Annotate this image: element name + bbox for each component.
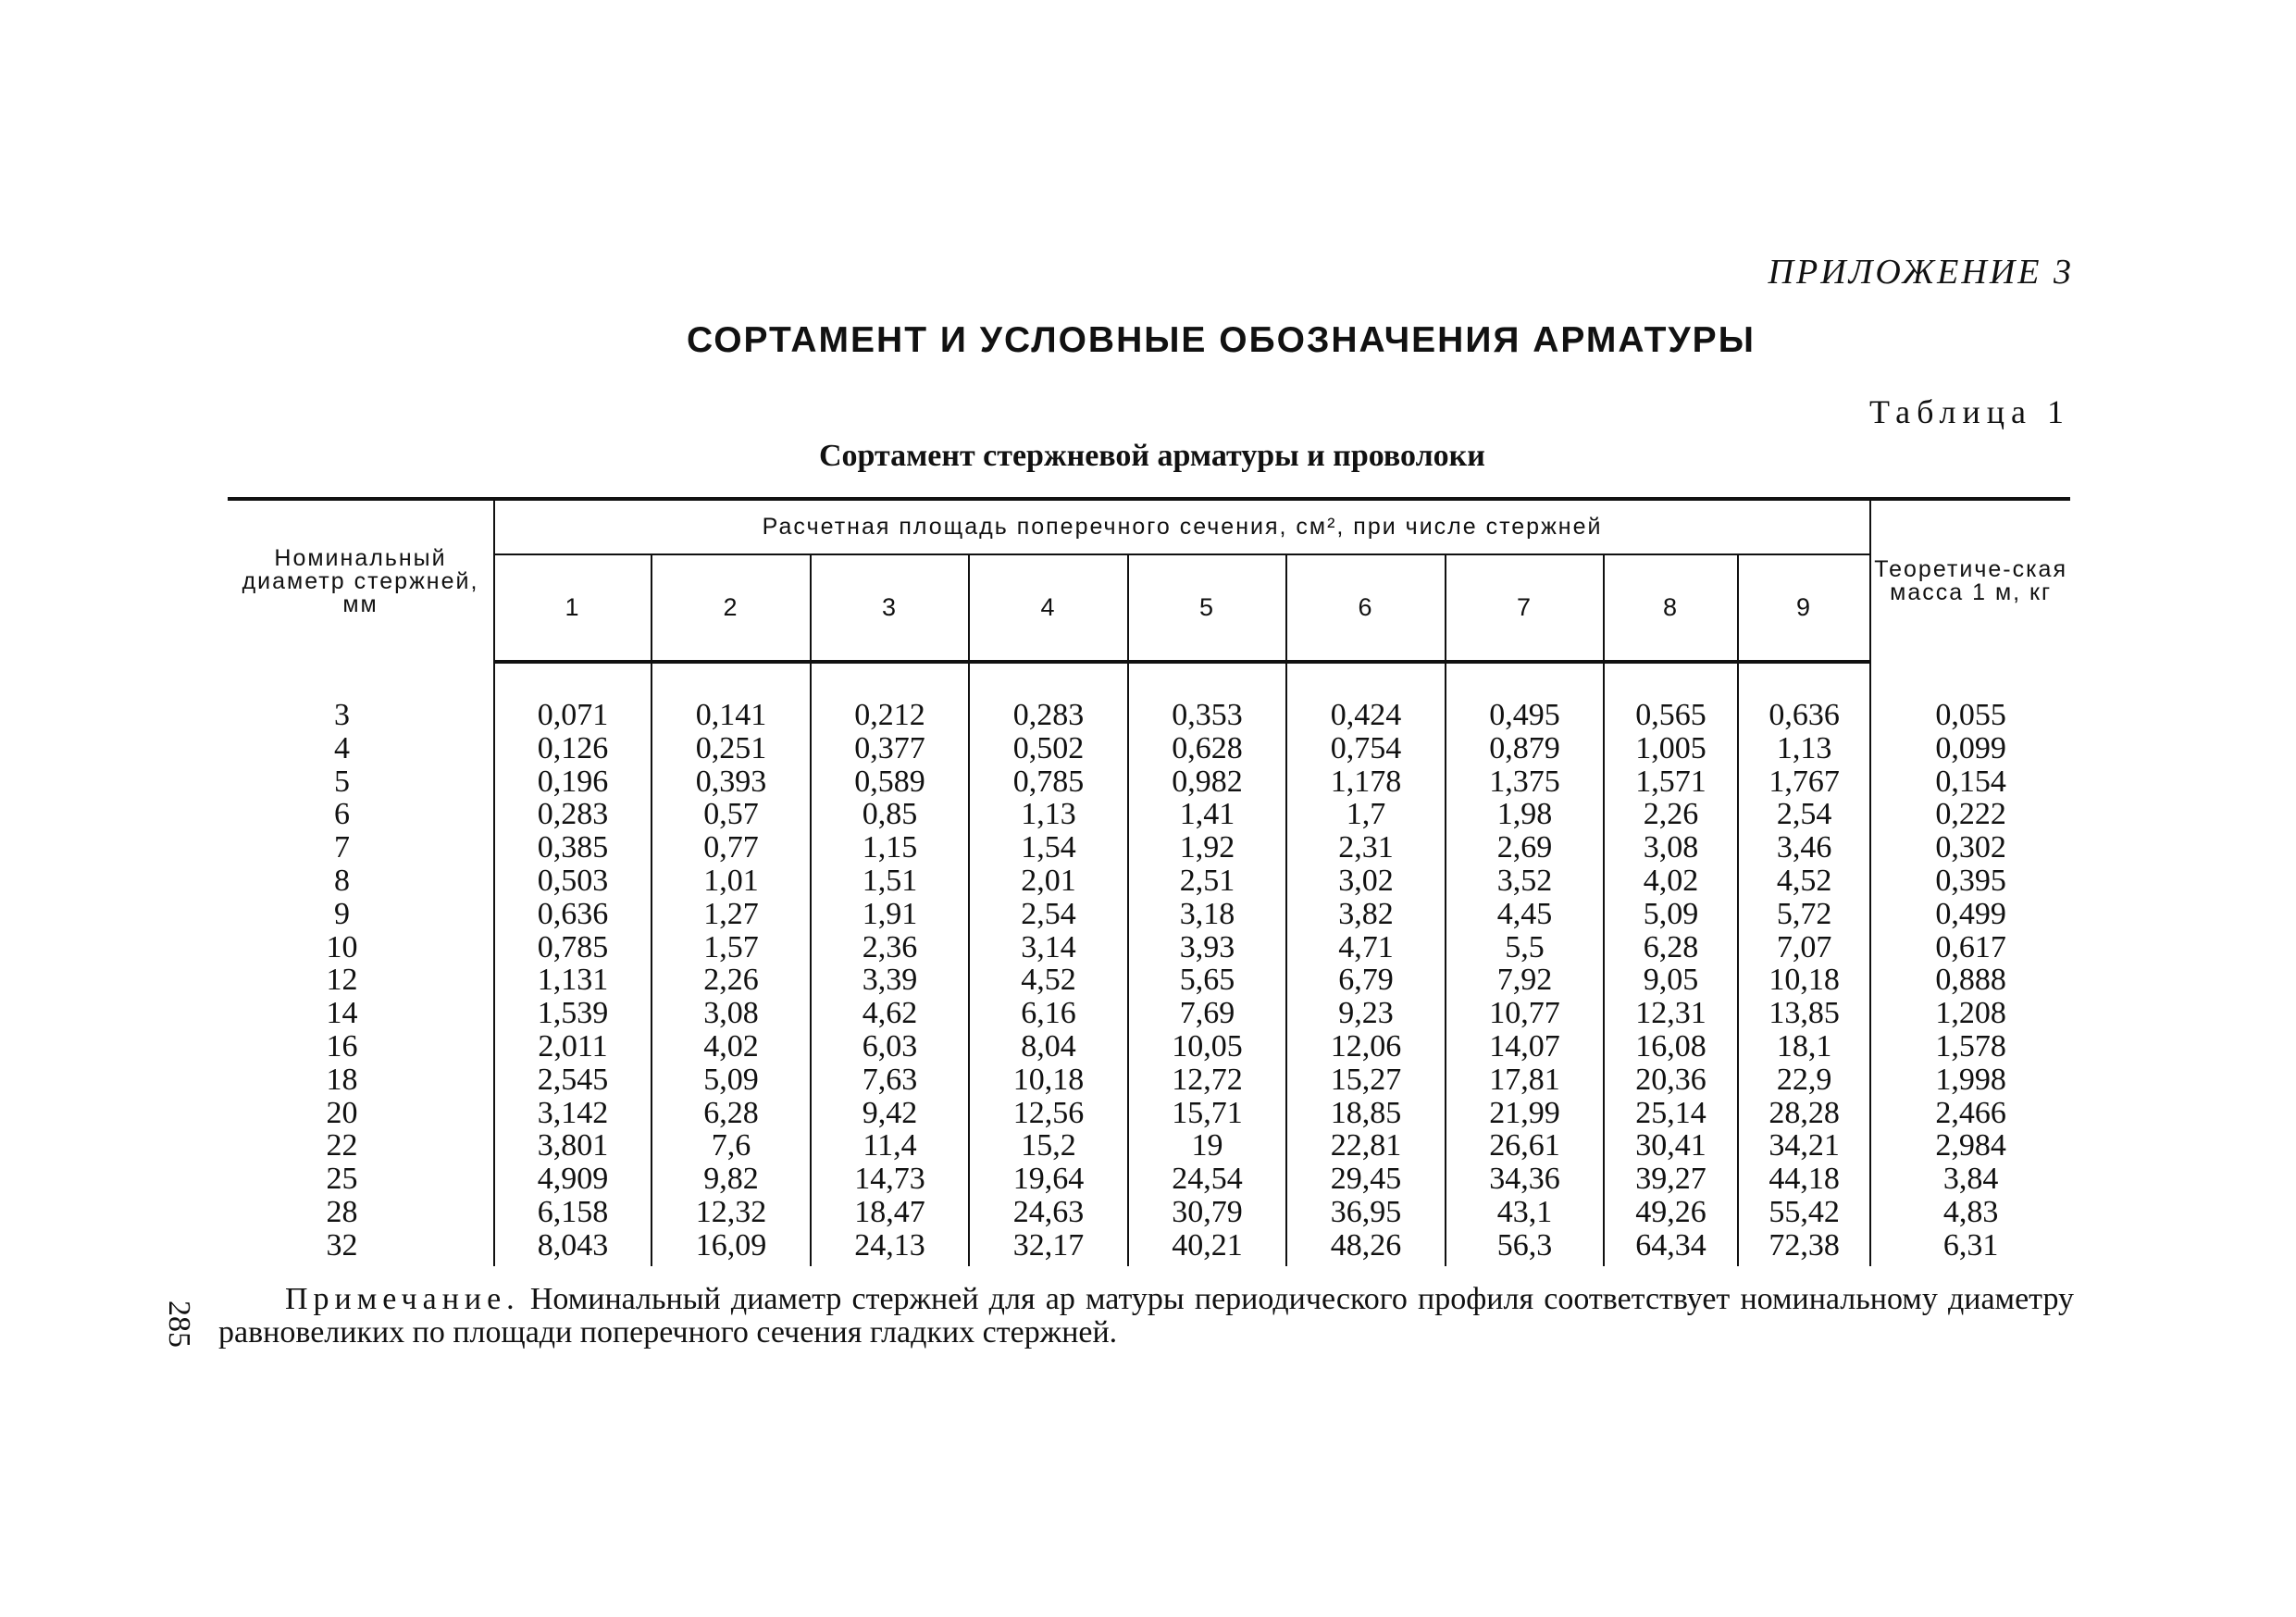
cell-area: 2,011: [494, 1030, 652, 1063]
cell-area: 0,636: [494, 898, 652, 931]
cell-mass: 1,208: [1935, 996, 2006, 1031]
cell-area: 4,52: [1738, 864, 1870, 898]
header-count-8: 8: [1604, 554, 1738, 662]
cell-area: 1,131: [494, 964, 652, 997]
cell-area: 7,63: [811, 1063, 969, 1097]
cell-area: 39,27: [1604, 1163, 1738, 1196]
cell-area: 8,04: [969, 1030, 1128, 1063]
cell-area: 14,73: [811, 1163, 969, 1196]
cell-area: 16,09: [652, 1229, 811, 1266]
cell-area: 3,14: [969, 931, 1128, 964]
header-count-3: 3: [811, 554, 969, 662]
cell-area: 49,26: [1604, 1196, 1738, 1229]
cell-area: 1,7: [1286, 798, 1446, 831]
cell-area: 3,02: [1286, 864, 1446, 898]
cell-area: 17,81: [1446, 1063, 1604, 1097]
cell-area: 18,47: [811, 1196, 969, 1229]
cell-area: 12,56: [969, 1097, 1128, 1130]
cell-area: 0,251: [652, 732, 811, 765]
cell-area: 0,879: [1446, 732, 1604, 765]
cell-area: 1,005: [1604, 732, 1738, 765]
cell-area: 6,16: [969, 997, 1128, 1030]
table-row: [228, 864, 2070, 898]
cell-area: 2,54: [1738, 798, 1870, 831]
cell-area: 9,82: [652, 1163, 811, 1196]
cell-diameter: 20: [228, 1097, 494, 1130]
cell-area: 0,353: [1128, 699, 1286, 732]
cell-mass: 1,998: [1935, 1062, 2006, 1097]
cell-area: 6,79: [1286, 964, 1446, 997]
cell-area: 55,42: [1738, 1196, 1870, 1229]
cell-area: 28,28: [1738, 1097, 1870, 1130]
cell-area: 3,08: [1604, 831, 1738, 864]
cell-area: 18,85: [1286, 1097, 1446, 1130]
cell-mass: 0,154: [1935, 764, 2006, 799]
cell-area: 1,57: [652, 931, 811, 964]
header-count-6: 6: [1286, 554, 1446, 662]
cell-area: 0,385: [494, 831, 652, 864]
table-row: [228, 1097, 2070, 1130]
cell-area: 0,785: [969, 765, 1128, 799]
cell-diameter: 4: [228, 732, 494, 765]
cell-area: 56,3: [1446, 1229, 1604, 1266]
cell-area: 0,283: [969, 699, 1128, 732]
cell-area: 1,98: [1446, 798, 1604, 831]
cell-diameter: 5: [228, 765, 494, 799]
cell-diameter: 25: [228, 1163, 494, 1196]
cell-area: 3,52: [1446, 864, 1604, 898]
cell-area: 1,91: [811, 898, 969, 931]
footnote-text: Номинальный диаметр стержней для ар матуры периодического профиля соответствует номинальному диаметру равновеликих по площади поперечного сечения гладких стержней.: [218, 1282, 2074, 1350]
cell-area: 0,424: [1286, 699, 1446, 732]
cell-area: 11,4: [811, 1129, 969, 1163]
table-row: [228, 964, 2070, 997]
cell-area: 3,93: [1128, 931, 1286, 964]
cell-area: 1,13: [1738, 732, 1870, 765]
cell-area: 0,393: [652, 765, 811, 799]
cell-area: 1,571: [1604, 765, 1738, 799]
cell-area: 5,72: [1738, 898, 1870, 931]
table-row: [228, 1196, 2070, 1229]
cell-area: 2,31: [1286, 831, 1446, 864]
header-count-4: 4: [969, 554, 1128, 662]
cell-area: 2,545: [494, 1063, 652, 1097]
cell-area: 1,92: [1128, 831, 1286, 864]
cell-area: 30,79: [1128, 1196, 1286, 1229]
header-count-5: 5: [1128, 554, 1286, 662]
cell-area: 1,51: [811, 864, 969, 898]
cell-area: 4,52: [969, 964, 1128, 997]
reinforcement-table: [228, 497, 2070, 1266]
table-row: [228, 831, 2070, 864]
cell-area: 15,27: [1286, 1063, 1446, 1097]
table-row: [228, 997, 2070, 1030]
cell-area: 1,375: [1446, 765, 1604, 799]
footnote-lead: Примечание.: [285, 1282, 520, 1316]
cell-mass: 0,499: [1935, 896, 2006, 931]
cell-mass: 0,055: [1935, 698, 2006, 732]
cell-area: 1,01: [652, 864, 811, 898]
cell-area: 0,071: [494, 699, 652, 732]
page-title: СОРТАМЕНТ И УСЛОВНЫЕ ОБОЗНАЧЕНИЯ АРМАТУРЫ: [687, 320, 1756, 360]
cell-area: 43,1: [1446, 1196, 1604, 1229]
cell-area: 0,589: [811, 765, 969, 799]
cell-area: 22,9: [1738, 1063, 1870, 1097]
cell-area: 21,99: [1446, 1097, 1604, 1130]
cell-area: 4,45: [1446, 898, 1604, 931]
cell-area: 4,71: [1286, 931, 1446, 964]
cell-area: 19,64: [969, 1163, 1128, 1196]
cell-area: 0,283: [494, 798, 652, 831]
cell-mass: 0,099: [1935, 730, 2006, 765]
cell-area: 2,54: [969, 898, 1128, 931]
cell-area: 2,26: [652, 964, 811, 997]
cell-area: 0,77: [652, 831, 811, 864]
cell-mass: 1,578: [1935, 1028, 2006, 1063]
cell-area: 26,61: [1446, 1129, 1604, 1163]
cell-diameter: 16: [228, 1030, 494, 1063]
table-row: [228, 1229, 2070, 1266]
cell-area: 4,02: [652, 1030, 811, 1063]
cell-mass: 4,83: [1942, 1194, 1999, 1229]
cell-area: 34,21: [1738, 1129, 1870, 1163]
cell-area: 9,05: [1604, 964, 1738, 997]
cell-area: 6,28: [1604, 931, 1738, 964]
cell-mass: 0,302: [1935, 830, 2006, 865]
cell-area: 1,539: [494, 997, 652, 1030]
cell-area: 64,34: [1604, 1229, 1738, 1266]
table-row: [228, 1030, 2070, 1063]
cell-area: 5,09: [1604, 898, 1738, 931]
cell-area: 12,32: [652, 1196, 811, 1229]
header-bar-counts: [228, 554, 2070, 662]
cell-area: 9,23: [1286, 997, 1446, 1030]
cell-diameter: 14: [228, 997, 494, 1030]
cell-area: 1,178: [1286, 765, 1446, 799]
cell-area: 0,754: [1286, 732, 1446, 765]
cell-area: 8,043: [494, 1229, 652, 1266]
cell-diameter: 9: [228, 898, 494, 931]
cell-area: 1,54: [969, 831, 1128, 864]
cell-area: 20,36: [1604, 1063, 1738, 1097]
cell-mass: 0,888: [1935, 963, 2006, 998]
cell-area: 3,82: [1286, 898, 1446, 931]
cell-area: 25,14: [1604, 1097, 1738, 1130]
cell-area: 1,13: [969, 798, 1128, 831]
cell-area: 24,13: [811, 1229, 969, 1266]
cell-area: 0,495: [1446, 699, 1604, 732]
cell-area: 18,1: [1738, 1030, 1870, 1063]
cell-area: 5,65: [1128, 964, 1286, 997]
cell-area: 0,85: [811, 798, 969, 831]
cell-diameter: 3: [228, 699, 494, 732]
table-row: [228, 898, 2070, 931]
cell-area: 3,142: [494, 1097, 652, 1130]
cell-area: 3,18: [1128, 898, 1286, 931]
cell-area: 10,18: [969, 1063, 1128, 1097]
cell-mass: 3,84: [1942, 1162, 1999, 1197]
cell-area: 3,46: [1738, 831, 1870, 864]
cell-area: 10,77: [1446, 997, 1604, 1030]
header-count-7: 7: [1446, 554, 1604, 662]
cell-diameter: 7: [228, 831, 494, 864]
cell-mass: 2,466: [1935, 1095, 2006, 1130]
table-body: [228, 662, 2070, 1266]
cell-area: 24,54: [1128, 1163, 1286, 1196]
cell-diameter: 22: [228, 1129, 494, 1163]
cell-area: 40,21: [1128, 1229, 1286, 1266]
cell-area: 0,126: [494, 732, 652, 765]
cell-area: 29,45: [1286, 1163, 1446, 1196]
cell-area: 0,636: [1738, 699, 1870, 732]
cell-diameter: 6: [228, 798, 494, 831]
cell-area: 34,36: [1446, 1163, 1604, 1196]
table-row: [228, 765, 2070, 799]
cell-diameter: 8: [228, 864, 494, 898]
cell-area: 1,41: [1128, 798, 1286, 831]
cell-area: 7,69: [1128, 997, 1286, 1030]
cell-mass: 0,395: [1935, 863, 2006, 898]
cell-area: 5,5: [1446, 931, 1604, 964]
cell-area: 9,42: [811, 1097, 969, 1130]
table-row: [228, 699, 2070, 732]
header-count-1: 1: [494, 554, 652, 662]
cell-diameter: 18: [228, 1063, 494, 1097]
cell-area: 0,502: [969, 732, 1128, 765]
table-caption: Сортамент стержневой арматуры и проволоки: [819, 439, 1485, 473]
cell-area: 2,01: [969, 864, 1128, 898]
header-area-group: Расчетная площадь поперечного сечения, см², при числе стержней: [494, 499, 1870, 554]
cell-area: 6,28: [652, 1097, 811, 1130]
cell-area: 0,196: [494, 765, 652, 799]
cell-area: 15,71: [1128, 1097, 1286, 1130]
cell-area: 4,62: [811, 997, 969, 1030]
cell-area: 48,26: [1286, 1229, 1446, 1266]
cell-area: 2,69: [1446, 831, 1604, 864]
table-row: [228, 1163, 2070, 1196]
cell-area: 0,982: [1128, 765, 1286, 799]
cell-area: 0,377: [811, 732, 969, 765]
cell-diameter: 12: [228, 964, 494, 997]
cell-area: 0,628: [1128, 732, 1286, 765]
table-row: [228, 798, 2070, 831]
cell-area: 3,801: [494, 1129, 652, 1163]
cell-area: 36,95: [1286, 1196, 1446, 1229]
cell-area: 7,92: [1446, 964, 1604, 997]
cell-area: 72,38: [1738, 1229, 1870, 1266]
cell-diameter: 10: [228, 931, 494, 964]
cell-area: 14,07: [1446, 1030, 1604, 1063]
cell-area: 5,09: [652, 1063, 811, 1097]
table-row: [228, 1129, 2070, 1163]
cell-area: 2,51: [1128, 864, 1286, 898]
table-footnote: [218, 1283, 2074, 1350]
cell-mass: 6,31: [1942, 1227, 1999, 1263]
cell-area: 6,03: [811, 1030, 969, 1063]
cell-area: 1,767: [1738, 765, 1870, 799]
cell-area: 44,18: [1738, 1163, 1870, 1196]
cell-area: 15,2: [969, 1129, 1128, 1163]
cell-area: 30,41: [1604, 1129, 1738, 1163]
cell-area: 32,17: [969, 1229, 1128, 1266]
cell-area: 0,503: [494, 864, 652, 898]
cell-area: 3,08: [652, 997, 811, 1030]
cell-area: 19: [1128, 1129, 1286, 1163]
header-diameter: Номинальный диаметр стержней, мм: [228, 499, 494, 662]
cell-area: 7,6: [652, 1129, 811, 1163]
cell-diameter: 32: [228, 1229, 494, 1266]
cell-area: 0,141: [652, 699, 811, 732]
table-number-label: Таблица 1: [1869, 393, 2070, 430]
header-mass: Теоретиче-ская масса 1 м, кг: [1870, 499, 2070, 662]
cell-area: 4,02: [1604, 864, 1738, 898]
cell-area: 12,06: [1286, 1030, 1446, 1063]
cell-area: 2,26: [1604, 798, 1738, 831]
page-number: 285: [162, 1300, 196, 1348]
cell-diameter: 28: [228, 1196, 494, 1229]
cell-mass: 2,984: [1935, 1128, 2006, 1163]
cell-area: 1,27: [652, 898, 811, 931]
cell-area: 2,36: [811, 931, 969, 964]
cell-area: 0,57: [652, 798, 811, 831]
cell-area: 12,72: [1128, 1063, 1286, 1097]
appendix-label: ПРИЛОЖЕНИЕ 3: [1768, 253, 2074, 292]
cell-area: 16,08: [1604, 1030, 1738, 1063]
cell-area: 1,15: [811, 831, 969, 864]
cell-area: 0,565: [1604, 699, 1738, 732]
header-count-2: 2: [652, 554, 811, 662]
cell-area: 6,158: [494, 1196, 652, 1229]
header-count-9: 9: [1738, 554, 1870, 662]
cell-area: 4,909: [494, 1163, 652, 1196]
table-row: [228, 931, 2070, 964]
cell-area: 10,18: [1738, 964, 1870, 997]
cell-area: 0,212: [811, 699, 969, 732]
cell-area: 7,07: [1738, 931, 1870, 964]
cell-area: 0,785: [494, 931, 652, 964]
cell-mass: 0,222: [1935, 797, 2006, 832]
cell-area: 13,85: [1738, 997, 1870, 1030]
cell-area: 22,81: [1286, 1129, 1446, 1163]
cell-area: 12,31: [1604, 997, 1738, 1030]
cell-area: 24,63: [969, 1196, 1128, 1229]
cell-mass: 0,617: [1935, 929, 2006, 964]
table-row: [228, 732, 2070, 765]
cell-area: 3,39: [811, 964, 969, 997]
cell-area: 10,05: [1128, 1030, 1286, 1063]
table-row: [228, 1063, 2070, 1097]
